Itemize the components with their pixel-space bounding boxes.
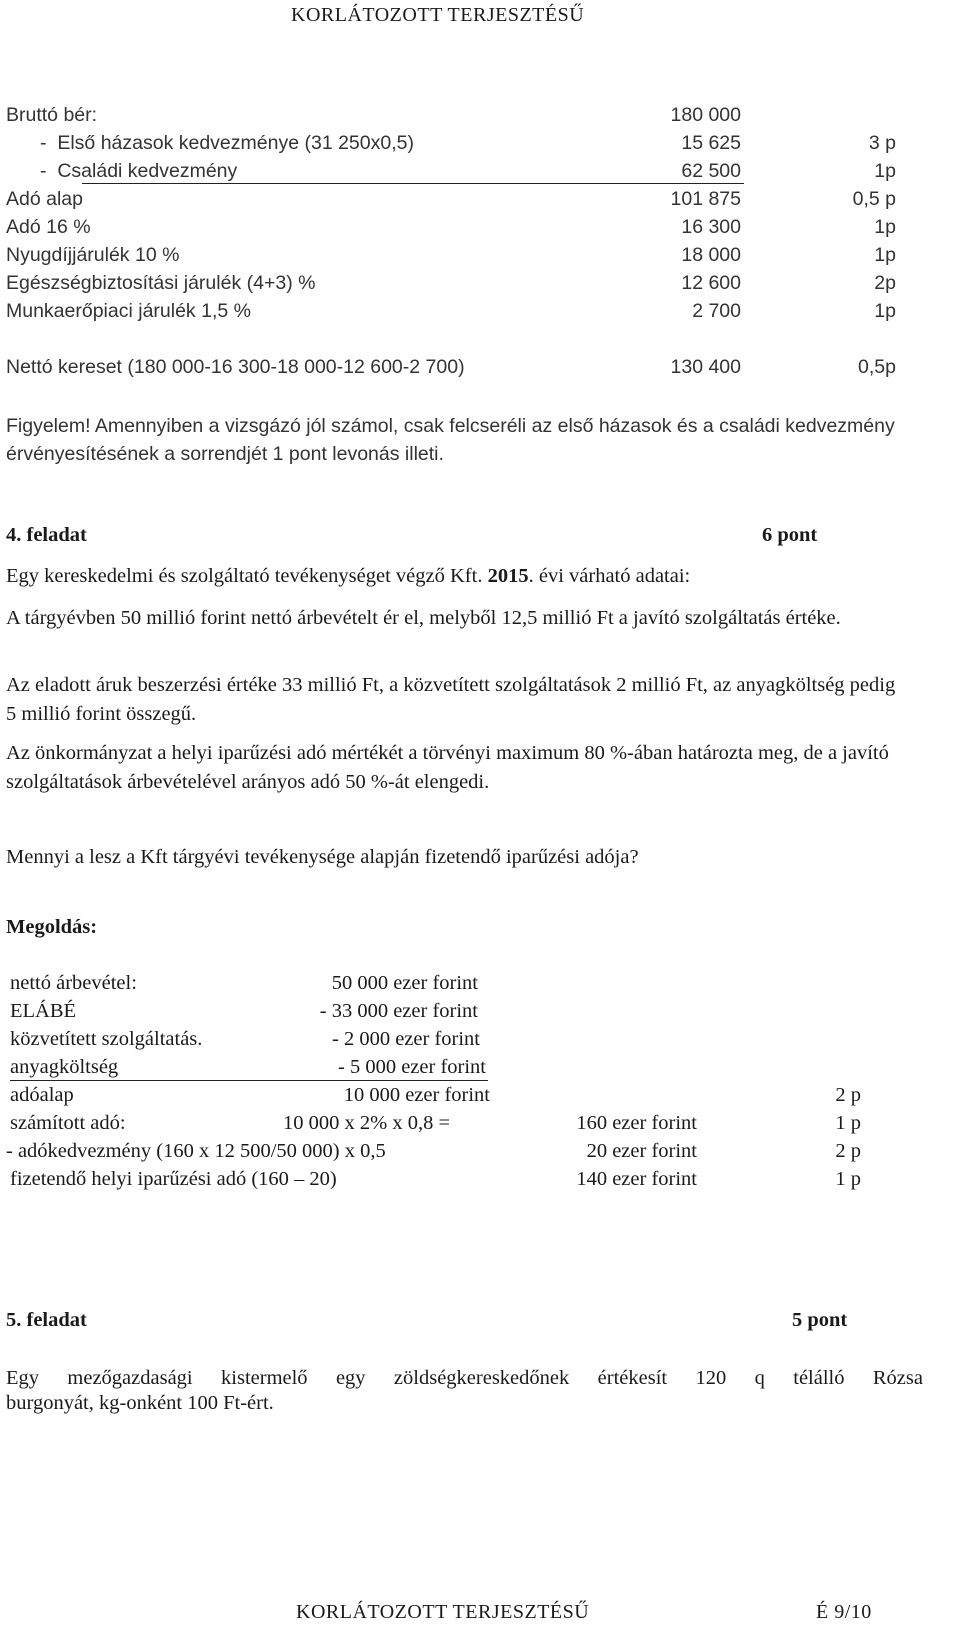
- calc-result: 20 ezer forint: [586, 1140, 697, 1162]
- salary-row-value: 101 875: [670, 188, 741, 210]
- net-salary-label: Nettó kereset (180 000-16 300-18 000-12 600-2 700): [6, 356, 465, 378]
- calc-amount: 50 000 ezer forint: [331, 972, 478, 994]
- task5-text-line1: Egy mezőgazdasági kistermelő egy zöldségkereskedőnek értékesít 120 q télálló Rózsa: [6, 1367, 923, 1389]
- salary-row-points: 3 p: [868, 132, 896, 154]
- salary-row-label: Bruttó bér:: [6, 104, 98, 126]
- salary-row-value: 62 500: [681, 160, 741, 182]
- scoring-note: Figyelem! Amennyiben a vizsgázó jól számol, csak felcseréli az első házasok és a családi kedvezmény érvényesítésének a sorrendjét 1 pont levonás illeti.: [6, 415, 895, 465]
- calc-result: 160 ezer forint: [576, 1112, 697, 1134]
- salary-row-value: 15 625: [681, 132, 741, 154]
- task5-points: 5 pont: [792, 1309, 848, 1331]
- deduction-label: Első házasok kedvezménye (31 250x0,5): [57, 132, 414, 154]
- salary-row-label: - Első házasok kedvezménye (31 250x0,5): [40, 132, 414, 154]
- calc-label: nettó árbevétel:: [10, 972, 137, 994]
- calc-formula: 10 000 x 2% x 0,8 =: [283, 1112, 451, 1134]
- task5-text-line2: burgonyát, kg-onként 100 Ft-ért.: [6, 1392, 274, 1414]
- salary-row-label: Nyugdíjjárulék 10 %: [6, 244, 180, 266]
- intro-year: 2015: [487, 565, 529, 587]
- task4-paragraph-2: Az eladott áruk beszerzési értéke 33 millió Ft, a közvetített szolgáltatások 2 millió Ft, az anyagköltség pedig 5 millió forint összegű.: [6, 674, 896, 725]
- salary-row-points: 1p: [874, 300, 896, 322]
- calc-amount: - 2 000 ezer forint: [332, 1028, 480, 1050]
- calc-amount: 10 000 ezer forint: [343, 1084, 490, 1106]
- salary-row-points: 1p: [874, 160, 896, 182]
- salary-row-label: Munkaerőpiaci járulék 1,5 %: [6, 300, 251, 322]
- sum-underline: [10, 1080, 488, 1081]
- calc-label: számított adó:: [10, 1112, 126, 1134]
- task4-points: 6 pont: [762, 524, 818, 546]
- salary-row-points: 2p: [874, 272, 896, 294]
- calc-result: 140 ezer forint: [576, 1168, 697, 1190]
- salary-row-value: 16 300: [681, 216, 741, 238]
- calc-points: 1 p: [835, 1168, 861, 1190]
- intro-text: Egy kereskedelmi és szolgáltató tevékenységet végző Kft.: [6, 565, 488, 587]
- calc-points: 2 p: [835, 1084, 861, 1106]
- calc-amount: - 5 000 ezer forint: [338, 1056, 486, 1078]
- intro-text-end: . évi várható adatai:: [528, 565, 691, 587]
- task4-intro: [6, 565, 690, 588]
- task5-title: 5. feladat: [6, 1309, 87, 1331]
- calc-points: 1 p: [835, 1112, 861, 1134]
- salary-row-points: 1p: [874, 244, 896, 266]
- calc-label: ELÁBÉ: [10, 1000, 77, 1022]
- calc-label: közvetített szolgáltatás.: [10, 1028, 203, 1050]
- calc-points: 2 p: [835, 1140, 861, 1162]
- calc-label: - adókedvezmény (160 x 12 500/50 000) x 0,5: [6, 1140, 386, 1162]
- salary-row-label: Egészségbiztosítási járulék (4+3) %: [6, 272, 316, 294]
- salary-row-points: 1p: [874, 216, 896, 238]
- task4-paragraph-1: A tárgyévben 50 millió forint nettó árbevételt ér el, melyből 12,5 millió Ft a javító szolgáltatás értéke.: [6, 607, 841, 629]
- net-salary-value: 130 400: [670, 356, 741, 378]
- page-header: KORLÁTOZOTT TERJESZTÉSŰ: [291, 4, 585, 26]
- salary-row-value: 2 700: [692, 300, 741, 322]
- page-number: É 9/10: [816, 1601, 872, 1623]
- task4-title: 4. feladat: [6, 524, 87, 546]
- salary-row-value: 12 600: [681, 272, 741, 294]
- solution-label: Megoldás:: [6, 916, 98, 938]
- salary-row-label: - Családi kedvezmény: [40, 160, 238, 182]
- task4-question: Mennyi a lesz a Kft tárgyévi tevékenysége alapján fizetendő iparűzési adója?: [6, 846, 639, 868]
- calc-label: fizetendő helyi iparűzési adó (160 – 20): [10, 1168, 337, 1190]
- salary-row-label: Adó 16 %: [6, 216, 91, 238]
- calc-label: anyagköltség: [10, 1056, 119, 1078]
- salary-row-points: 0,5 p: [852, 188, 896, 210]
- salary-row-value: 18 000: [681, 244, 741, 266]
- page-footer: KORLÁTOZOTT TERJESZTÉSŰ: [296, 1601, 590, 1623]
- salary-row-label: Adó alap: [6, 188, 83, 210]
- calc-label: adóalap: [10, 1084, 74, 1106]
- salary-row-value: 180 000: [670, 104, 741, 126]
- calc-amount: - 33 000 ezer forint: [319, 1000, 478, 1022]
- sum-underline: [82, 183, 744, 184]
- net-salary-points: 0,5p: [858, 356, 896, 378]
- task4-paragraph-3: Az önkormányzat a helyi iparűzési adó mértékét a törvényi maximum 80 %-ában határozta meg, de a javító szolgáltatások árbevételével arányos adó 50 %-át elengedi.: [6, 742, 889, 793]
